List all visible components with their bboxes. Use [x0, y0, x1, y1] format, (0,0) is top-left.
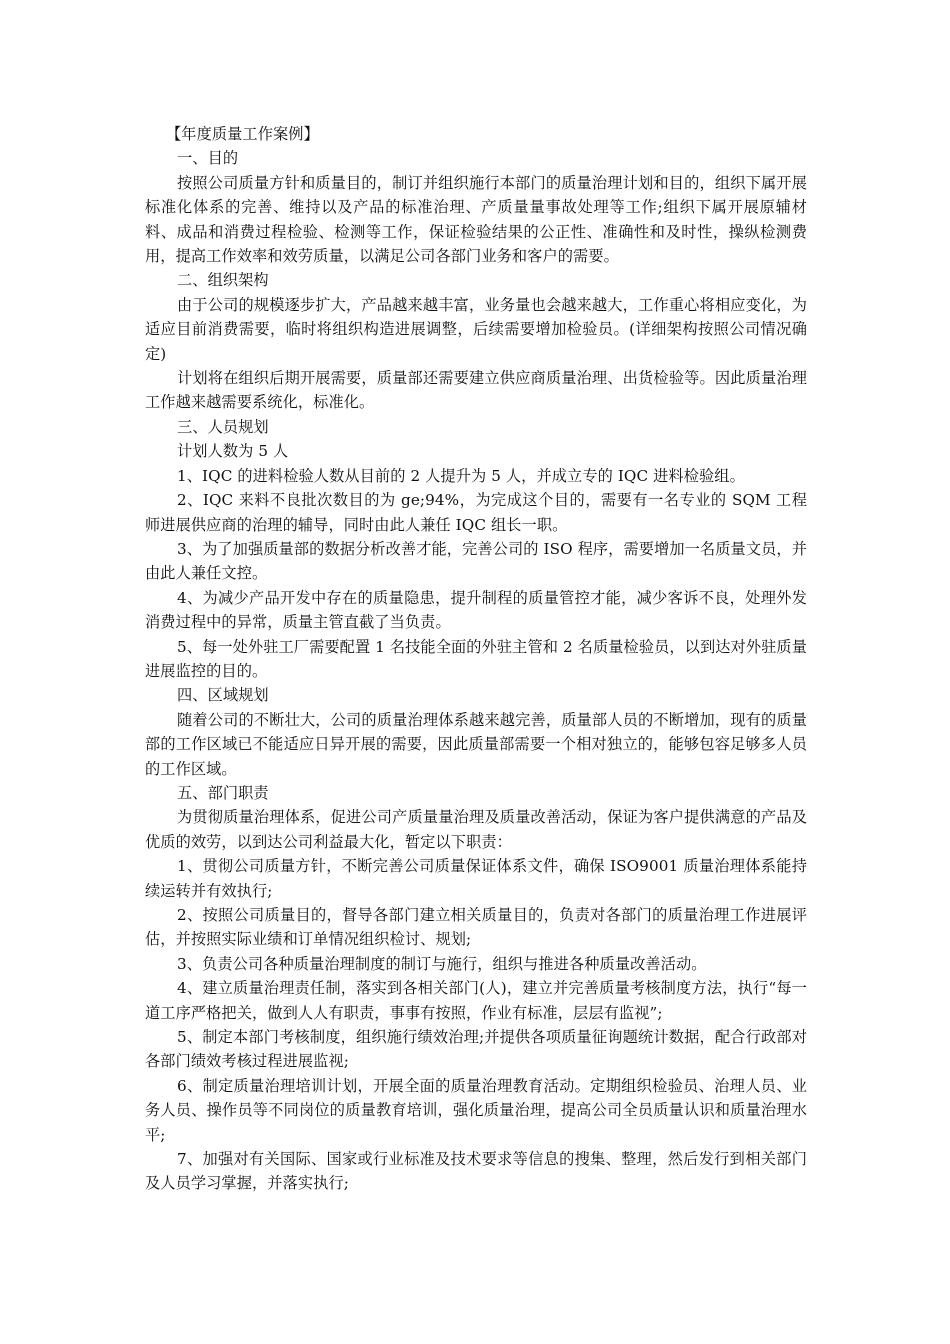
duty-item-5: 5、制定本部门考核制度，组织施行绩效治理;并提供各项质量征询题统计数据，配合行政部对各部门绩效考核过程进展监视; — [145, 1028, 807, 1071]
duty-item-7: 7、加强对有关国际、国家或行业标准及技术要求等信息的搜集、整理，然后发行到相关部门及人员学习掌握，并落实执行; — [145, 1150, 807, 1193]
heading-purpose: 一、目的 — [177, 149, 239, 168]
paragraph-organization-2: 计划将在组织后期开展需要，质量部还需要建立供应商质量治理、出货检验等。因此质量治理工作越来越需要系统化，标准化。 — [145, 369, 807, 412]
staffing-item-2: 2、IQC 来料不良批次数目的为 ge;94%，为完成这个目的，需要有一名专业的 SQM 工程师进展供应商的治理的辅导，同时由此人兼任 IQC 组长一职。 — [145, 491, 807, 534]
duty-item-6: 6、制定质量治理培训计划，开展全面的质量治理教育活动。定期组织检验员、治理人员、业务人员、操作员等不同岗位的质量教育培训，强化质量治理，提高公司全员质量认识和质量治理水平; — [145, 1076, 807, 1144]
paragraph-staff-count: 计划人数为 5 人 — [177, 442, 289, 461]
staffing-item-3: 3、为了加强质量部的数据分析改善才能，完善公司的 ISO 程序，需要增加一名质量文员，并由此人兼任文控。 — [145, 539, 807, 583]
paragraph-organization-1: 由于公司的规模逐步扩大，产品越来越丰富，业务量也会越来越大，工作重心将相应变化，为适应目前消费需要，临时将组织构造进展调整，后续需要增加检验员。(详细架构按照公司情况确定) — [145, 295, 807, 363]
document-body — [145, 122, 807, 1196]
staffing-item-5: 5、每一处外驻工厂需要配置 1 名技能全面的外驻主管和 2 名质量检验员，以到达对外驻质量进展监控的目的。 — [145, 637, 807, 680]
duty-item-1: 1、贯彻公司质量方针，不断完善公司质量保证体系文件，确保 ISO9001 质量治理体系能持续运转并有效执行; — [145, 857, 807, 900]
heading-area: 四、区域规划 — [177, 686, 269, 705]
paragraph-purpose: 按照公司质量方针和质量目的，制订并组织施行本部门的质量治理计划和目的，组织下属开展标准化体系的完善、维持以及产品的标准治理、产质量量事故处理等工作;组织下属开展原辅材料、成品和消费过程检验、检测等工作，保证检验结果的公正性、准确性和及时性，操纵检测费用，提高工作效率和效劳质量，以满足公司各部门业务和客户的需要。 — [145, 173, 807, 266]
staffing-item-4: 4、为减少产品开发中存在的质量隐患，提升制程的质量管控才能，减少客诉不良，处理外发消费过程中的异常，质量主管直截了当负责。 — [145, 588, 807, 632]
duty-item-2: 2、按照公司质量目的，督导各部门建立相关质量目的，负责对各部门的质量治理工作进展评估，并按照实际业绩和订单情况组织检讨、规划; — [145, 906, 807, 949]
heading-duties: 五、部门职责 — [177, 783, 269, 802]
paragraph-duties-intro: 为贯彻质量治理体系，促进公司产质量量治理及质量改善活动，保证为客户提供满意的产品及优质的效劳，以到达公司利益最大化，暂定以下职责： — [145, 808, 807, 851]
duty-item-3: 3、负责公司各种质量治理制度的制订与施行，组织与推进各种质量改善活动。 — [177, 954, 707, 973]
document-title: 【年度质量工作案例】 — [166, 125, 319, 143]
duty-item-4: 4、建立质量治理责任制，落实到各相关部门(人)，建立并完善质量考核制度方法，执行“每一道工序严格把关，做到人人有职责，事事有按照，作业有标准，层层有监视”; — [145, 979, 807, 1022]
heading-staffing: 三、人员规划 — [177, 417, 269, 436]
staffing-item-1: 1、IQC 的进料检验人数从目前的 2 人提升为 5 人，并成立专的 IQC 进料检验组。 — [177, 466, 745, 485]
paragraph-area: 随着公司的不断壮大，公司的质量治理体系越来越完善，质量部人员的不断增加，现有的质量部的工作区域已不能适应日异开展的需要，因此质量部需要一个相对独立的，能够包容足够多人员的工作区域。 — [145, 710, 807, 778]
heading-organization: 二、组织架构 — [177, 271, 269, 290]
